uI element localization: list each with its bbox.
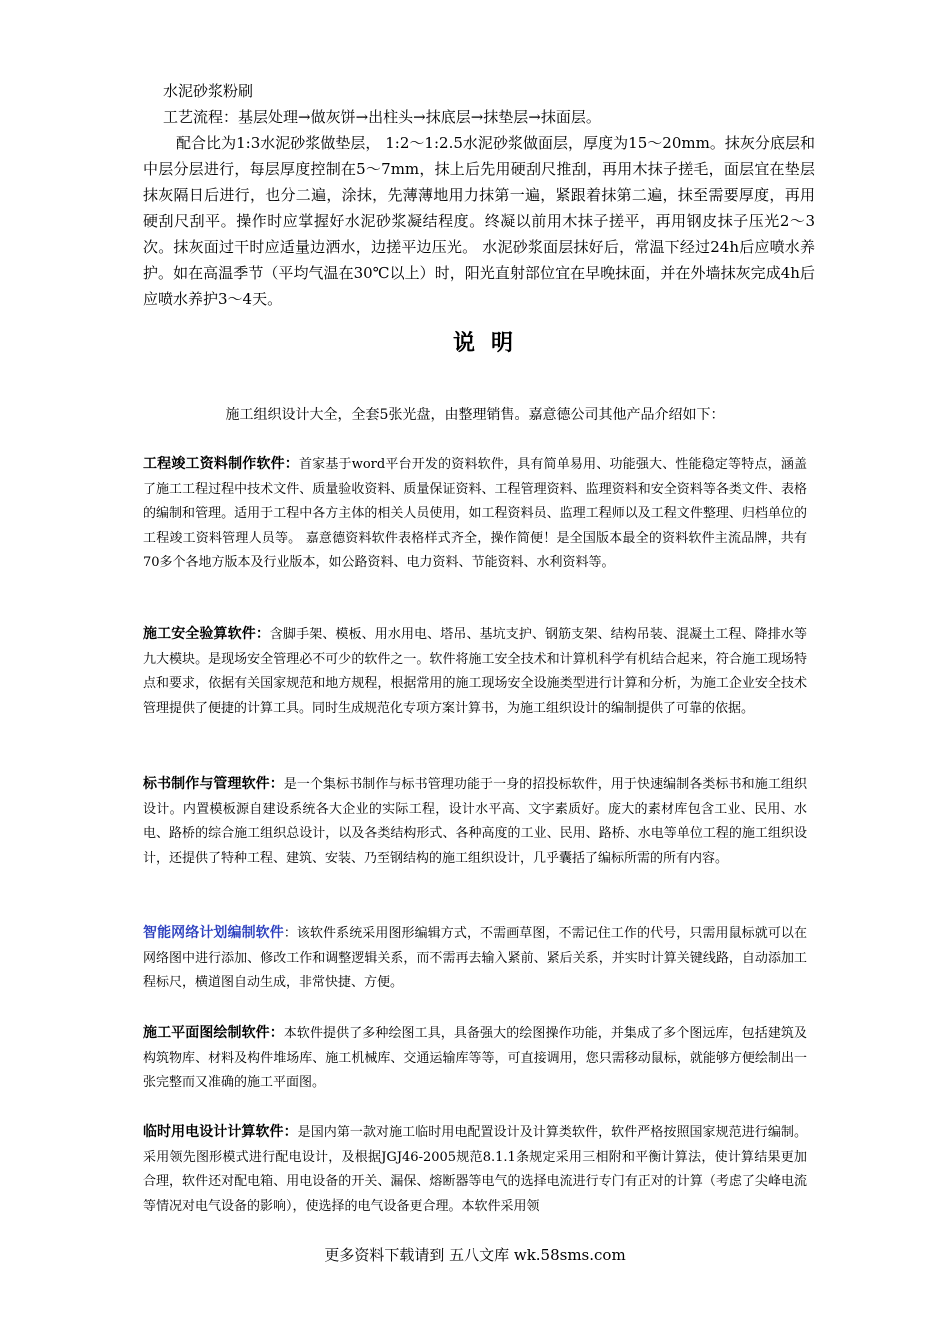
mortar-body: 配合比为1:3水泥砂浆做垫层， 1:2～1:2.5水泥砂浆做面层，厚度为15～20mm。抹灰分底层和中层分层进行，每层厚度控制在5～7mm，抹上后先用硬刮尺推刮，再用木抹子搓毛，面层宜在垫层抹灰隔日后进行，也分二遍，涂抹，先薄薄地用力抹第一遍，紧跟着抹第二遍，抹至需要厚度，再用硬刮尺刮平。操作时应掌握好水泥砂浆凝结程度。终凝以前用木抹子搓平，再用钢皮抹子压光2～3次。抹灰面过干时应适量边洒水，边搓平边压光。 水泥砂浆面层抹好后，常温下经过24h后应喷水养护。如在高温季节（平均气温在30℃以上）时，阳光直射部位宜在早晚抹面，并在外墙抹灰完成4h后应喷水养护3～4天。 (143, 134, 815, 308)
section-power-software (143, 1120, 807, 1219)
section-text: 含脚手架、模板、用水用电、塔吊、基坑支护、钢筋支架、结构吊装、混凝土工程、降排水等九大模块。是现场安全管理必不可少的软件之一。软件将施工安全技术和计算机科学有机结合起来，符合施工现场特点和要求，依据有关国家规范和地方规程，根据常用的施工现场安全设施类型进行计算和分析，为施工企业安全技术管理提供了便捷的计算工具。同时生成规范化专项方案计算书，为施工组织设计的编制提供了可靠的依据。 (143, 627, 807, 716)
section-bid-software (143, 772, 807, 871)
section-text: 是一个集标书制作与标书管理功能于一身的招投标软件，用于快速编制各类标书和施工组织设计。内置模板源自建设系统各大企业的实际工程，设计水平高、文字素质好。庞大的素材库包含工业、民用、水电、路桥的综合施工组织总设计，以及各类结构形式、各种高度的工业、民用、路桥、水电等单位工程的施工组织设计，还提供了特种工程、建筑、安装、乃至钢结构的施工组织设计，几乎囊括了编标所需的所有内容。 (143, 777, 807, 866)
mortar-plastering-block (143, 78, 815, 312)
section-heading: 施工平面图绘制软件： (143, 1025, 284, 1041)
section-network-software (143, 921, 807, 996)
section-heading: 施工安全验算软件： (143, 626, 270, 642)
section-text: 本软件提供了多种绘图工具，具备强大的绘图操作功能，并集成了多个图远库，包括建筑及构筑物库、材料及构件堆场库、施工机械库、交通运输库等等，可直接调用，您只需移动鼠标，就能够方便绘制出一张完整而又准确的施工平面图。 (143, 1026, 807, 1090)
section-text: 是国内第一款对施工临时用电配置设计及计算类软件，软件严格按照国家规范进行编制。采用领先图形模式进行配电设计，及根据JGJ46-2005规范8.1.1条规定采用三相附和平衡计算法，使计算结果更加合理，软件还对配电箱、用电设备的开关、漏保、熔断器等电气的选择电流进行专门有正对的计算（考虑了尖峰电流等情况对电气设备的影响），使选择的电气设备更合理。本软件采用领 (143, 1125, 807, 1214)
intro-paragraph: 施工组织设计大全，全套5张光盘，由整理销售。嘉意德公司其他产品介绍如下： (225, 407, 725, 423)
page-title: 说明 (452, 330, 529, 356)
section-completion-software (143, 452, 807, 576)
mortar-heading: 水泥砂浆粉刷 (163, 82, 254, 100)
footer-link-text: 更多资料下载请到 五八文库 wk.58sms.com (324, 1246, 626, 1264)
section-safety-software (143, 622, 807, 721)
process-flow: 工艺流程：基层处理→做灰饼→出柱头→抹底层→抹垫层→抹面层。 (163, 108, 601, 126)
section-heading: 智能网络计划编制软件 (143, 925, 284, 941)
section-heading: 工程竣工资料制作软件： (143, 456, 299, 472)
section-text: ：该软件系统采用图形编辑方式，不需画草图，不需记住工作的代号，只需用鼠标就可以在网络图中进行添加、修改工作和调整逻辑关系，而不需再去输入紧前、紧后关系，并实时计算关键线路，自动添加工程标尺，横道图自动生成，非常快捷、方便。 (143, 926, 807, 990)
section-text: 首家基于word平台开发的资料软件，具有简单易用、功能强大、性能稳定等特点，涵盖了施工工程过程中技术文件、质量验收资料、质量保证资料、工程管理资料、监理资料和安全资料等各类文件、表格的编制和管理。适用于工程中各方主体的相关人员使用，如工程资料员、监理工程师以及工程文件整理、归档单位的工程竣工资料管理人员等。 嘉意德资料软件表格样式齐全，操作简便！是全国版本最全的资料软件主流品牌，共有70多个各地方版本及行业版本，如公路资料、电力资料、节能资料、水利资料等。 (143, 457, 808, 570)
section-layout-software (143, 1021, 807, 1096)
section-heading: 临时用电设计计算软件： (143, 1124, 298, 1140)
section-heading: 标书制作与管理软件： (143, 776, 284, 792)
